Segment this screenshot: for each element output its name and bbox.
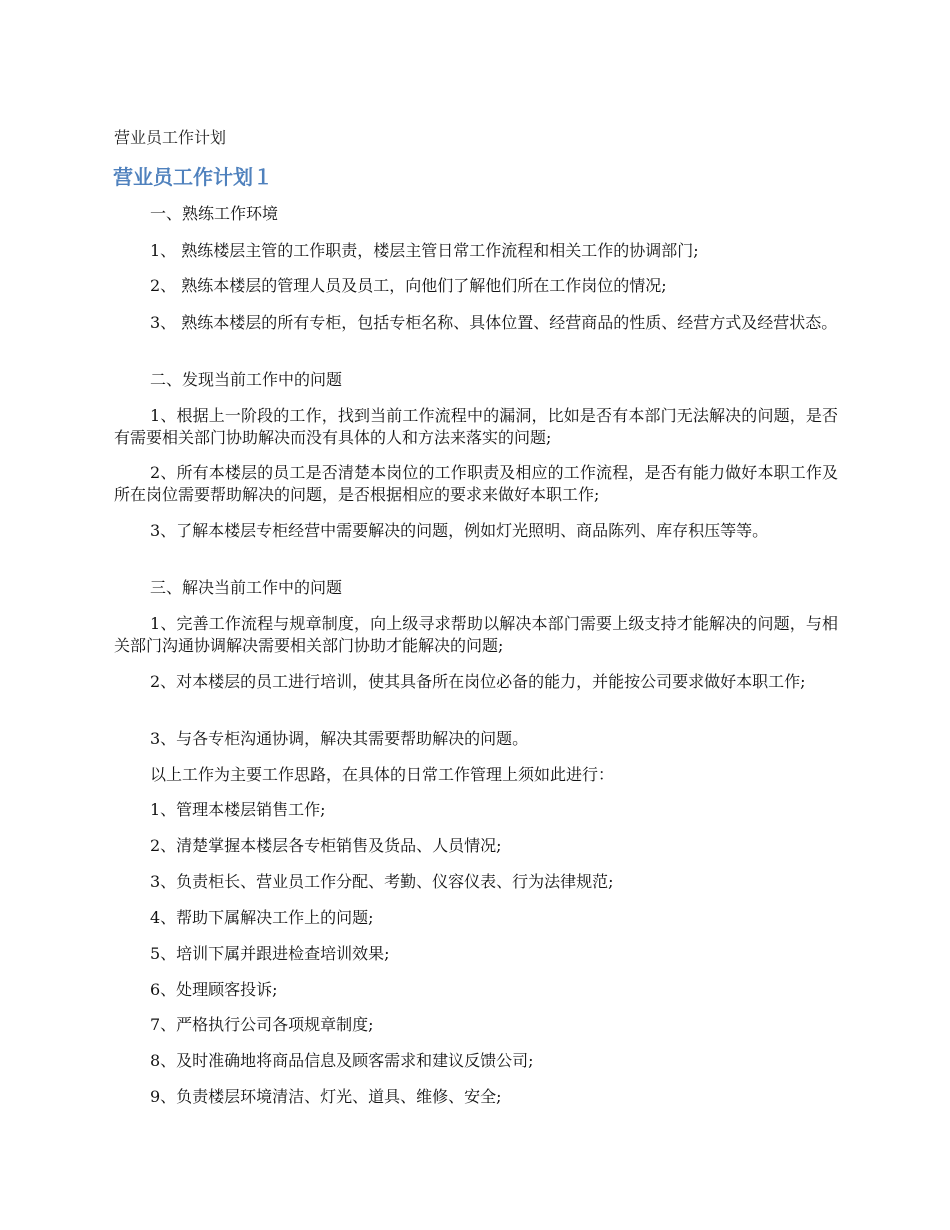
paragraph: 7、严格执行公司各项规章制度; [150,1015,374,1034]
paragraph: 8、及时准确地将商品信息及顾客需求和建议反馈公司; [150,1051,534,1070]
paragraph: 6、处理顾客投诉; [150,980,278,999]
paragraph: 3、了解本楼层专柜经营中需要解决的问题，例如灯光照明、商品陈列、库存积压等等。 [150,521,769,540]
paragraph: 5、培训下属并跟进检查培训效果; [150,944,390,963]
paragraph: 4、帮助下属解决工作上的问题; [150,908,374,927]
paragraph: 2、清楚掌握本楼层各专柜销售及货品、人员情况; [150,836,502,855]
paragraph: 三、解决当前工作中的问题 [150,578,343,597]
paragraph: 2、所有本楼层的员工是否清楚本岗位的工作职责及相应的工作流程，是否有能力做好本职工作及所在岗位需要帮助解决的问题，是否根据相应的要求来做好本职工作; [114,463,838,504]
section-heading: 营业员工作计划１ [113,165,273,189]
paragraph: 2、 熟练本楼层的管理人员及员工，向他们了解他们所在工作岗位的情况; [150,276,667,295]
document-title: 营业员工作计划 [114,128,227,147]
paragraph: 一、熟练工作环境 [150,204,279,223]
paragraph: 以上工作为主要工作思路，在具体的日常工作管理上须如此进行： [150,765,615,784]
paragraph: 9、负责楼层环境清洁、灯光、道具、维修、安全; [150,1087,502,1106]
paragraph: 二、发现当前工作中的问题 [150,370,343,389]
paragraph: 3、 熟练本楼层的所有专柜，包括专柜名称、具体位置、经营商品的性质、经营方式及经营状态。 [150,313,838,332]
paragraph: 1、管理本楼层销售工作; [150,800,326,819]
paragraph: 3、负责柜长、营业员工作分配、考勤、仪容仪表、行为法律规范; [150,872,614,891]
paragraph: 3、与各专柜沟通协调，解决其需要帮助解决的问题。 [150,729,529,748]
paragraph: 1、 熟练楼层主管的工作职责，楼层主管日常工作流程和相关工作的协调部门; [150,241,699,260]
paragraph: 2、对本楼层的员工进行培训，使其具备所在岗位必备的能力，并能按公司要求做好本职工作; [150,672,806,691]
paragraph: 1、完善工作流程与规章制度，向上级寻求帮助以解决本部门需要上级支持才能解决的问题，与相关部门沟通协调解决需要相关部门协助才能解决的问题; [114,614,838,655]
paragraph: 1、根据上一阶段的工作，找到当前工作流程中的漏洞，比如是否有本部门无法解决的问题，是否有需要相关部门协助解决而没有具体的人和方法来落实的问题; [114,406,838,447]
